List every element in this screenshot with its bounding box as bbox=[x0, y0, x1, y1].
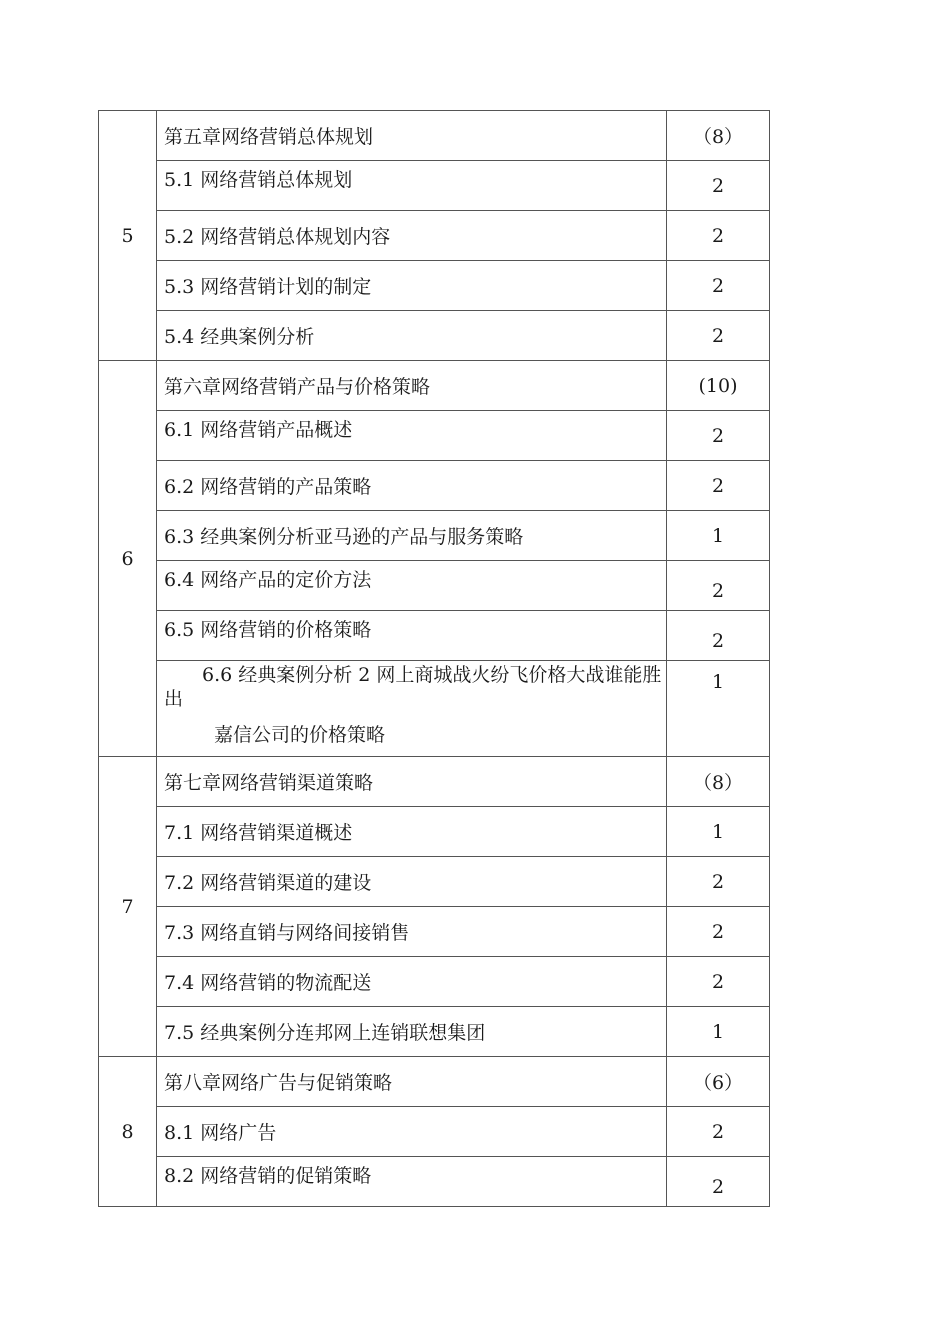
section-title: 6.3 经典案例分析亚马逊的产品与服务策略 bbox=[157, 511, 667, 561]
hours-cell: 1 bbox=[667, 1007, 770, 1057]
table-row bbox=[99, 1057, 770, 1107]
table-row bbox=[99, 1007, 770, 1057]
hours-cell: 2 bbox=[667, 1157, 770, 1207]
table-row bbox=[99, 461, 770, 511]
course-schedule-table bbox=[98, 110, 770, 1207]
table-row bbox=[99, 111, 770, 161]
chapter-number: 6 bbox=[99, 361, 157, 757]
hours-cell: （8） bbox=[667, 111, 770, 161]
section-title-multiline bbox=[157, 661, 667, 757]
hours-cell: 2 bbox=[667, 411, 770, 461]
hours-cell: 1 bbox=[667, 807, 770, 857]
table-row bbox=[99, 411, 770, 461]
table-row bbox=[99, 661, 770, 757]
table-row bbox=[99, 511, 770, 561]
chapter-title: 第七章网络营销渠道策略 bbox=[157, 757, 667, 807]
hours-cell: 2 bbox=[667, 907, 770, 957]
chapter-number: 7 bbox=[99, 757, 157, 1057]
chapter-title: 第五章网络营销总体规划 bbox=[157, 111, 667, 161]
chapter-number: 5 bbox=[99, 111, 157, 361]
section-title: 7.5 经典案例分连邦网上连销联想集团 bbox=[157, 1007, 667, 1057]
table-row bbox=[99, 857, 770, 907]
hours-cell: 2 bbox=[667, 311, 770, 361]
section-title: 5.2 网络营销总体规划内容 bbox=[157, 211, 667, 261]
section-title: 8.1 网络广告 bbox=[157, 1107, 667, 1157]
hours-cell: 2 bbox=[667, 857, 770, 907]
hours-cell: 2 bbox=[667, 211, 770, 261]
hours-cell: 2 bbox=[667, 261, 770, 311]
hours-cell: 2 bbox=[667, 461, 770, 511]
section-title: 7.1 网络营销渠道概述 bbox=[157, 807, 667, 857]
table-row bbox=[99, 311, 770, 361]
section-title: 7.3 网络直销与网络间接销售 bbox=[157, 907, 667, 957]
hours-cell: 2 bbox=[667, 611, 770, 661]
hours-cell: 2 bbox=[667, 161, 770, 211]
table-row bbox=[99, 807, 770, 857]
section-title-line2: 嘉信公司的价格策略 bbox=[214, 724, 386, 746]
section-title-line1: 6.6 经典案例分析 2 网上商城战火纷飞价格大战谁能胜出 bbox=[164, 664, 662, 710]
table-row bbox=[99, 1107, 770, 1157]
hours-cell: （8） bbox=[667, 757, 770, 807]
chapter-title: 第六章网络营销产品与价格策略 bbox=[157, 361, 667, 411]
section-title: 6.4 网络产品的定价方法 bbox=[157, 561, 667, 611]
table-row bbox=[99, 361, 770, 411]
hours-cell: 1 bbox=[667, 511, 770, 561]
table-row bbox=[99, 957, 770, 1007]
table-row bbox=[99, 611, 770, 661]
table-row bbox=[99, 1157, 770, 1207]
section-title: 5.1 网络营销总体规划 bbox=[157, 161, 667, 211]
hours-cell: 2 bbox=[667, 1107, 770, 1157]
section-title: 6.5 网络营销的价格策略 bbox=[157, 611, 667, 661]
table-row bbox=[99, 261, 770, 311]
section-title: 5.4 经典案例分析 bbox=[157, 311, 667, 361]
table-row bbox=[99, 757, 770, 807]
section-title: 6.1 网络营销产品概述 bbox=[157, 411, 667, 461]
table-row bbox=[99, 161, 770, 211]
section-title: 8.2 网络营销的促销策略 bbox=[157, 1157, 667, 1207]
section-title: 7.2 网络营销渠道的建设 bbox=[157, 857, 667, 907]
table-row bbox=[99, 211, 770, 261]
section-title: 5.3 网络营销计划的制定 bbox=[157, 261, 667, 311]
table-row bbox=[99, 561, 770, 611]
hours-cell: (10) bbox=[667, 361, 770, 411]
hours-cell: 2 bbox=[667, 561, 770, 611]
section-title: 6.2 网络营销的产品策略 bbox=[157, 461, 667, 511]
hours-cell: （6） bbox=[667, 1057, 770, 1107]
section-title: 7.4 网络营销的物流配送 bbox=[157, 957, 667, 1007]
hours-cell: 2 bbox=[667, 957, 770, 1007]
chapter-number: 8 bbox=[99, 1057, 157, 1207]
table-row bbox=[99, 907, 770, 957]
chapter-title: 第八章网络广告与促销策略 bbox=[157, 1057, 667, 1107]
hours-cell: 1 bbox=[667, 661, 770, 757]
